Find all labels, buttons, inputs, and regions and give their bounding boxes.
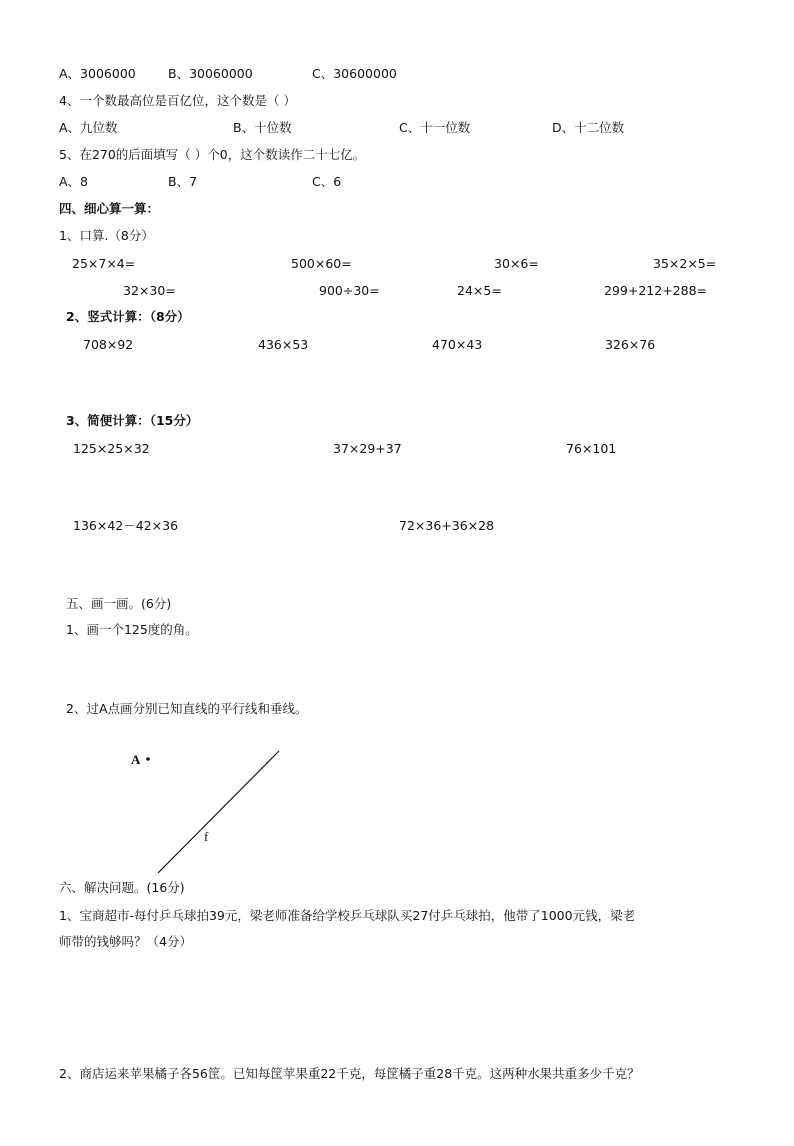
oral-item: 35×2×5= [653, 256, 717, 271]
section6-q1-line1: 1、宝商超市-每付乒乓球拍39元，梁老师准备给学校乒乓球队买27付乒乓球拍，他带了1000元钱，梁老 [59, 908, 636, 923]
q4-question: 4、一个数最高位是百亿位，这个数是（ ） [59, 93, 296, 108]
point-a-label: A [131, 752, 141, 767]
oral-item: 900÷30= [319, 283, 380, 298]
oral-heading: 1、口算.（8分） [59, 228, 154, 243]
section5-title: 五、画一画。(6分) [66, 596, 172, 611]
point-a-dot [146, 757, 150, 761]
simplify-item: 136×42－42×36 [73, 518, 179, 533]
q4-option-b: B、十位数 [233, 120, 292, 135]
oral-item: 32×30= [123, 283, 176, 298]
section6-title: 六、解决问题。(16分) [59, 880, 185, 895]
q4-option-c: C、十一位数 [399, 120, 471, 135]
section6-q2: 2、商店运来苹果橘子各56筐。已知每筐苹果重22千克，每筐橘子重28千克。这两种水果共重多少千克？ [59, 1066, 640, 1081]
simplify-item: 72×36+36×28 [399, 518, 495, 533]
q4-option-d: D、十二位数 [552, 120, 625, 135]
vertical-item: 708×92 [83, 337, 134, 352]
q3-option-a: A、3006000 [59, 66, 136, 81]
q5-question: 5、在270的后面填写（ ）个0，这个数读作二十七亿。 [59, 147, 366, 162]
section5-q2: 2、过A点画分别已知直线的平行线和垂线。 [66, 701, 308, 716]
vertical-item: 326×76 [605, 337, 656, 352]
oral-item: 25×7×4= [72, 256, 136, 271]
vertical-item: 436×53 [258, 337, 309, 352]
q3-option-b: B、30060000 [168, 66, 253, 81]
q5-option-a: A、8 [59, 174, 89, 189]
section4-title: 四、细心算一算： [59, 201, 160, 216]
oral-item: 500×60= [291, 256, 352, 271]
oral-item: 24×5= [457, 283, 502, 298]
vertical-heading: 2、竖式计算：（8分） [66, 309, 190, 324]
section6-q1-line2: 师带的钱够吗？（4分） [59, 934, 192, 949]
q5-option-b: B、7 [168, 174, 198, 189]
simplify-item: 76×101 [566, 441, 617, 456]
section5-q1: 1、画一个125度的角。 [66, 622, 198, 637]
q4-option-a: A、九位数 [59, 120, 118, 135]
q3-option-c: C、30600000 [312, 66, 397, 81]
simplify-heading: 3、简便计算：（15分） [66, 413, 199, 428]
q5-option-c: C、6 [312, 174, 342, 189]
line-f-label: f [204, 829, 209, 844]
oral-item: 299+212+288= [604, 283, 707, 298]
simplify-item: 125×25×32 [73, 441, 150, 456]
vertical-item: 470×43 [432, 337, 483, 352]
given-line [158, 751, 279, 873]
oral-item: 30×6= [494, 256, 539, 271]
simplify-item: 37×29+37 [333, 441, 402, 456]
